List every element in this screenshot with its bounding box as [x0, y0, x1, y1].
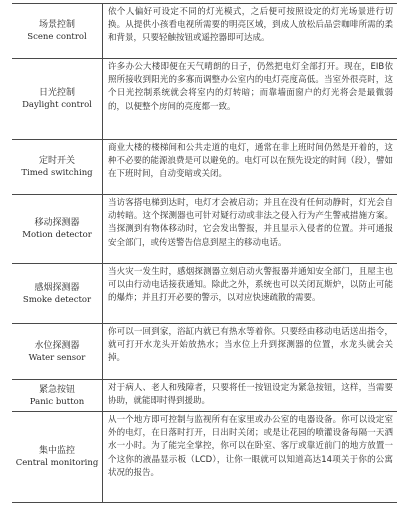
feature-name-en: Timed switching: [21, 168, 93, 178]
feature-name-en: Panic button: [29, 396, 85, 407]
feature-name: [12, 412, 103, 502]
feature-name-en: Water sensor: [28, 352, 86, 363]
feature-name: [12, 264, 103, 323]
feature-name-zh: 紧急按钮: [38, 384, 75, 395]
table-row: [12, 59, 397, 140]
feature-name: [12, 380, 103, 411]
table-row: [12, 4, 397, 59]
feature-name-en: Smoke detector: [22, 294, 92, 305]
feature-description: 依个人偏好可设定不同的灯光模式，之后便可按照设定的灯光场景进行切换。从提供小孩看电视所需要的明亮区域，到成人放松后品尝咖啡所需的柔和背景，只要轻触按钮或遥控器即可达成。: [108, 7, 393, 44]
feature-name-zh: 日光控制: [38, 88, 75, 98]
feature-description: 当火灾一发生时，感烟探测器立刻启动火警报器并通知安全部门，且屋主也可以由行动电话接获通知。除此之外，系统也可以关闭瓦斯炉，以防止可能的爆炸；并且打开必要的警示，以对应快速疏散的需要。: [108, 267, 393, 304]
feature-name-zh: 定时开关: [38, 156, 75, 166]
table-row: [12, 195, 397, 264]
feature-description: 商业大楼的楼梯间和公共走道的电灯，通常在非上班时间仍然是开着的，这种不必要的能源浪费是可以避免的。电灯可以在预先设定的时间（段），譬如在下班时间，自动变暗或关闭。: [108, 143, 393, 180]
table-row: [12, 412, 397, 502]
feature-description: 你可以一回到家，浴缸内就已有热水等着你。只要经由移动电话送出指令，就可打开水龙头开始放热水；当水位上升到探测器的位置，水龙头就会关掉。: [108, 327, 393, 364]
feature-name-zh: 感烟探测器: [34, 282, 80, 293]
feature-name-en: Motion detector: [22, 230, 92, 240]
feature-table: [12, 3, 397, 503]
feature-name-en: Daylight control: [22, 100, 92, 110]
table-row: [12, 380, 397, 412]
feature-name-zh: 集中监控: [38, 446, 75, 456]
feature-name: [12, 324, 103, 379]
feature-name: [12, 59, 103, 139]
feature-name: [12, 195, 103, 263]
feature-name-en: Central monitoring: [15, 458, 99, 468]
feature-name: [12, 4, 103, 58]
feature-name-zh: 移动探测器: [34, 218, 80, 228]
table-row: [12, 140, 397, 195]
feature-description: 从一个地方即可控制与监视所有在家里或办公室的电器设备。你可以设定室外的电灯，在日落时打开，日出时关闭；或是让花园的喷灌设备每隔一天洒水一小时。为了能完全掌控，你可以在卧室、客厅或靠近前门的地方放置一个这你的液晶显示板（LCD），让你一眼就可以知道高达14项关于你的公寓状况的报告。: [108, 415, 393, 478]
feature-description: 当访客搭电梯到达时，电灯才会被启动；并且在没有任何动静时，灯光会自动转暗。这个探测器也可针对疑行动或非法之侵入行为产生警戒措施方案。当探测到有物体移动时，它会发出警报，并且显示入侵者的位置。并可通报安全部门，或传送警告信息到屋主的移动电话。: [108, 198, 393, 248]
feature-name: [12, 140, 103, 194]
table-row: [12, 324, 397, 380]
feature-description: 许多办公大楼即便在天气晴朗的日子，仍然把电灯全部打开。现在，EIB依照所接收到阳光的多寡而调整办公室内的电灯亮度高低。当室外很亮时，这个日光控制系统就会将室内的灯转暗；而靠墙面窗户的灯光将会是最微弱的，以便整个房间的亮度都一致。: [108, 62, 393, 112]
feature-name-zh: 场景控制: [38, 20, 75, 30]
feature-description: 对于病人、老人和残障者，只要将任一按钮设定为紧急按钮，这样，当需要协助，就能即时得到援助。: [108, 383, 393, 407]
feature-name-en: Scene control: [27, 32, 87, 42]
table-row: [12, 264, 397, 324]
feature-name-zh: 水位探测器: [34, 340, 80, 351]
